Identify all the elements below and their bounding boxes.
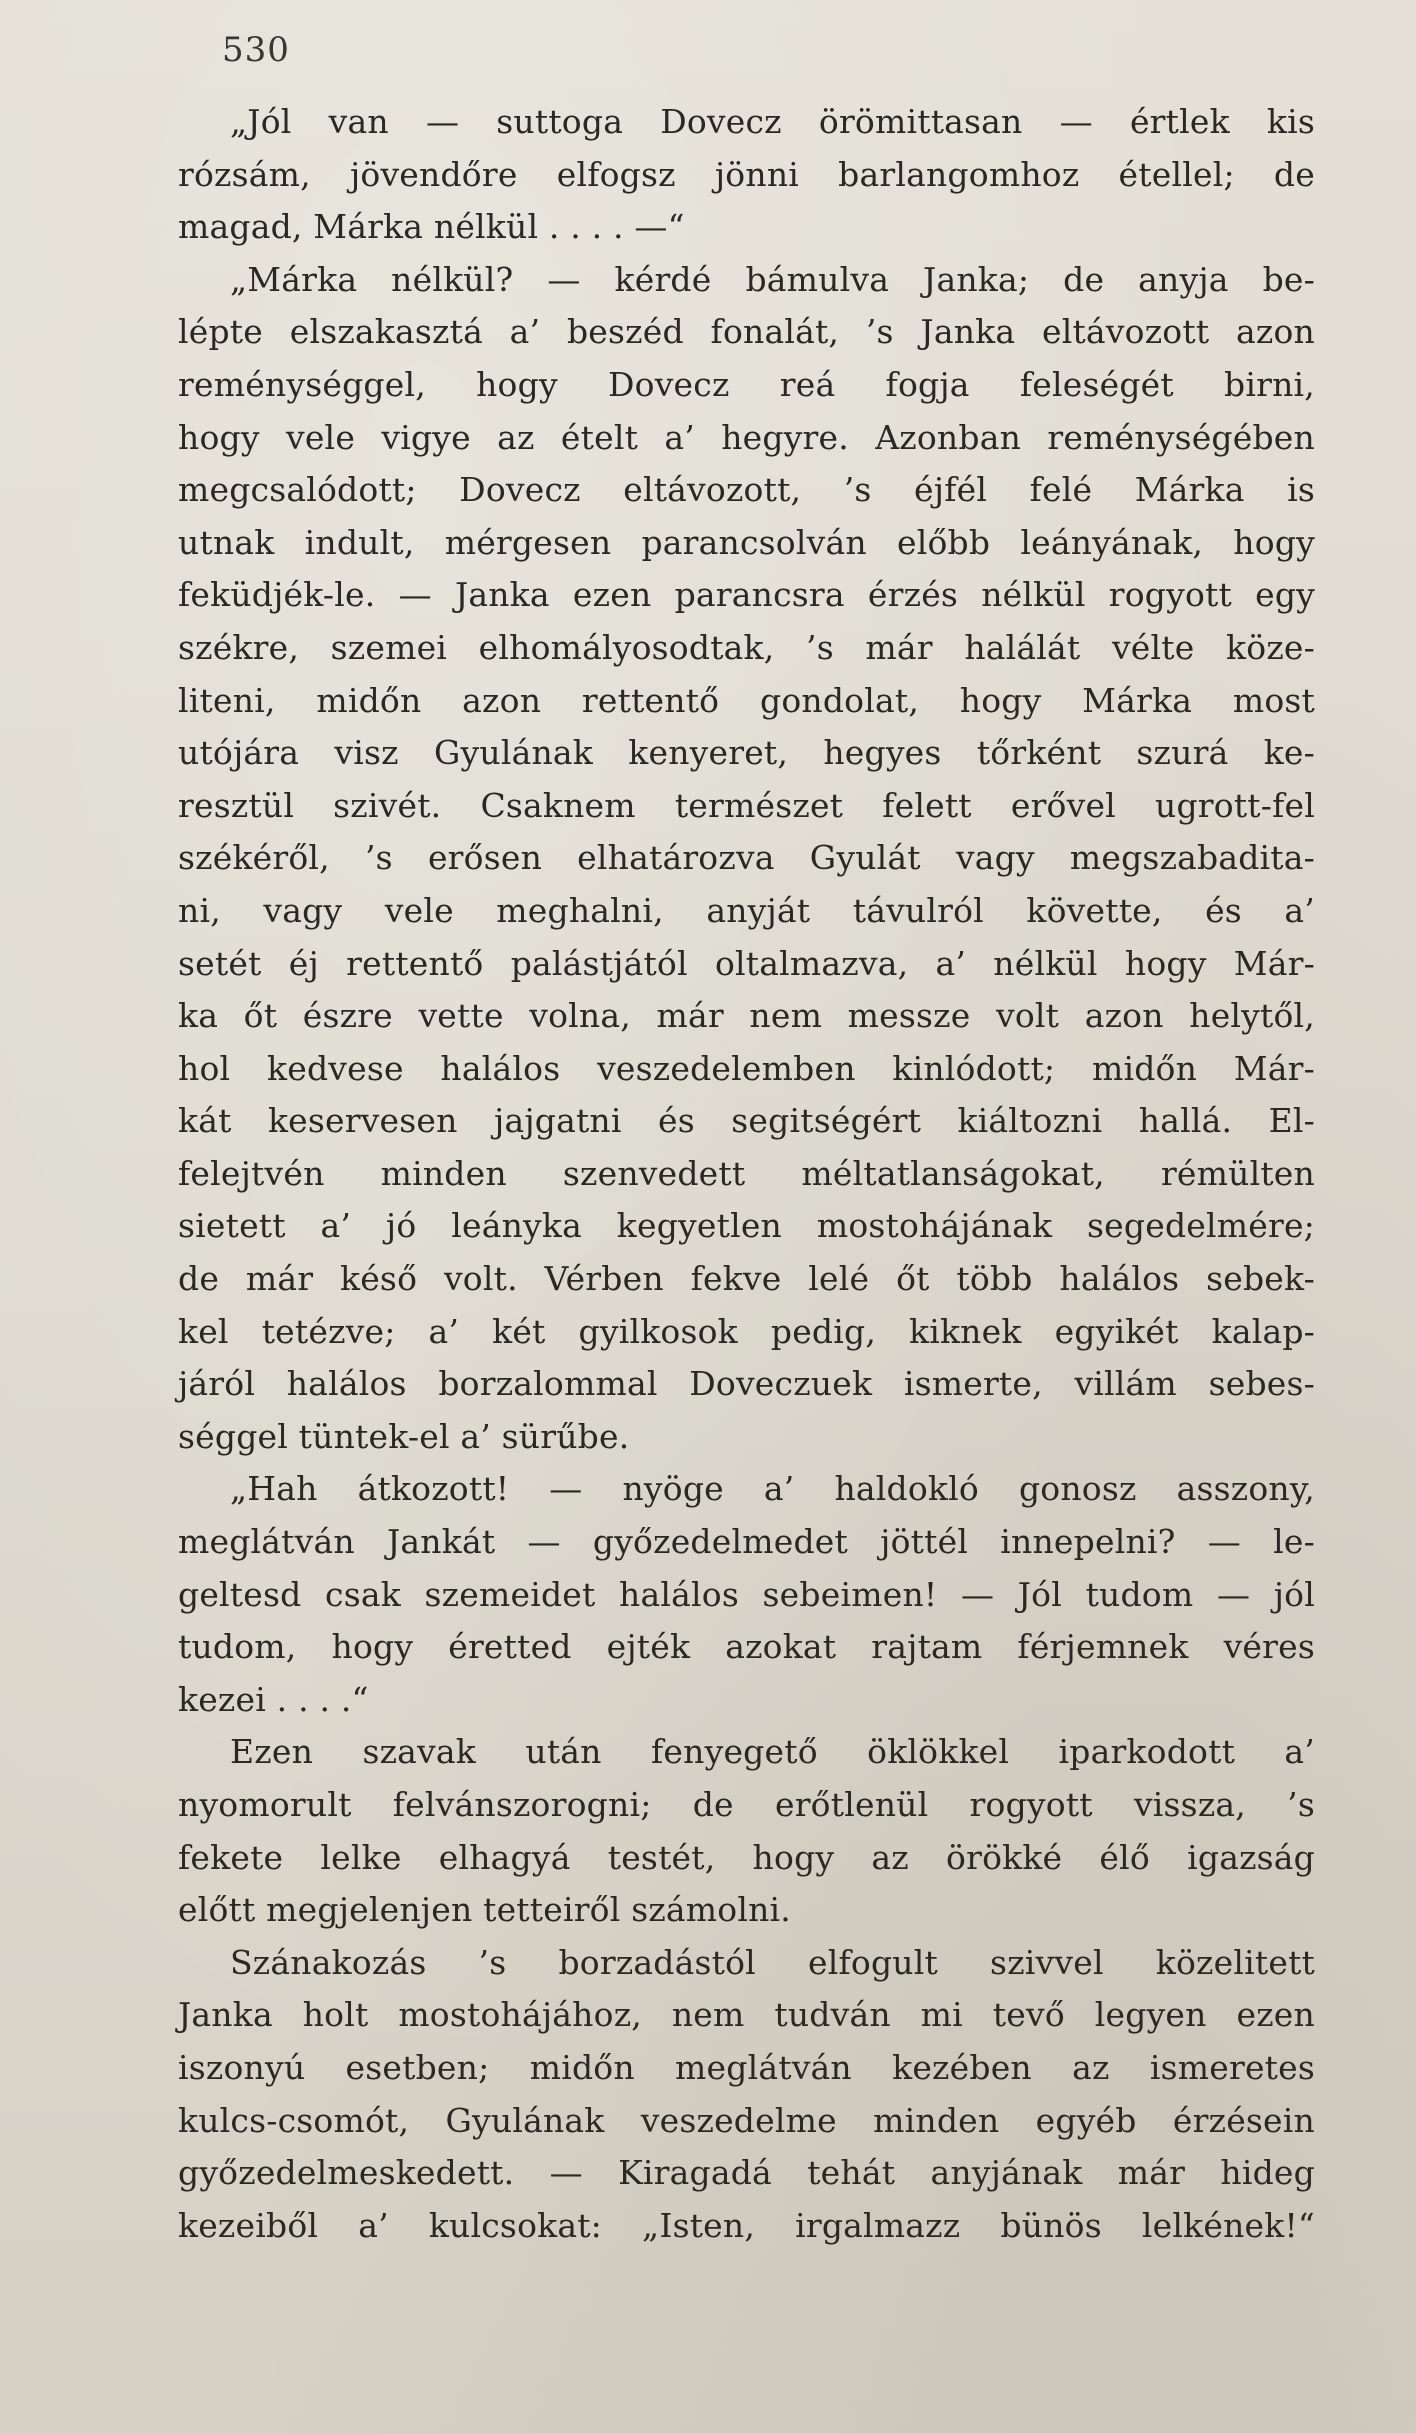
text-line: „Jól van — suttoga Dovecz örömittasan — értlek kis [230,102,1315,141]
text-line: lépte elszakasztá a’ beszéd fonalát, ’s Janka eltávozott azon [178,312,1315,352]
text-line: kát keservesen jajgatni és segitségért kiáltozni hallá. El- [178,1101,1315,1141]
text-line: tudom, hogy éretted ejték azokat rajtam férjemnek véres [178,1627,1315,1667]
text-line: sietett a’ jó leányka kegyetlen mostohájának segedelmére; [178,1206,1315,1246]
text-line: magad, Márka nélkül . . . . —“ [178,207,685,247]
text-line: Szánakozás ’s borzadástól elfogult szivvel közelitett [230,1942,1315,1982]
text-line: liteni, midőn azon rettentő gondolat, hogy Márka most [178,680,1315,720]
text-line: utójára visz Gyulának kenyeret, hegyes tőrként szurá ke- [178,733,1315,773]
page-number: 530 [222,30,290,70]
text-line: kezeiből a’ kulcsokat: „Isten, irgalmazz bünös lelkének!“ [178,2205,1315,2245]
text-line: kulcs-csomót, Gyulának veszedelme minden egyéb érzésein [178,2100,1315,2140]
text-line: Ezen szavak után fenyegető öklökkel iparkodott a’ [230,1732,1315,1772]
text-line: hol kedvese halálos veszedelemben kinlódott; midőn Már- [178,1048,1315,1088]
text-line: utnak indult, mérgesen parancsolván előbb leányának, hogy [178,522,1315,562]
text-line: geltesd csak szemeidet halálos sebeimen! — Jól tudom — jól [178,1574,1315,1614]
text-line: setét éj rettentő palástjától oltalmazva, a’ nélkül hogy Már- [178,943,1315,983]
text-line: székre, szemei elhomályosodtak, ’s már halálát vélte köze- [178,627,1315,667]
text-line: fekete lelke elhagyá testét, hogy az örökké élő igazság [178,1837,1315,1877]
text-line: séggel tüntek-el a’ sürűbe. [178,1416,630,1456]
text-line: rózsám, jövendőre elfogsz jönni barlangomhoz étellel; de [178,154,1315,194]
text-line: „Hah átkozott! — nyöge a’ haldokló gonosz asszony, [230,1469,1315,1509]
text-line: ka őt észre vette volna, már nem messze volt azon helytől, [178,996,1315,1036]
body-text [178,96,1315,2252]
text-line: székéről, ’s erősen elhatározva Gyulát vagy megszabadita- [178,838,1315,878]
text-line: resztül szivét. Csaknem természet felett erővel ugrott-fel [178,785,1315,825]
text-line: iszonyú esetben; midőn meglátván kezében az ismeretes [178,2047,1315,2087]
text-line: ni, vagy vele meghalni, anyját távulról követte, és a’ [178,890,1315,930]
text-line: de már késő volt. Vérben fekve lelé őt több halálos sebek- [178,1259,1315,1299]
text-line: kel tetézve; a’ két gyilkosok pedig, kiknek egyikét kalap- [178,1311,1315,1351]
text-line: hogy vele vigye az ételt a’ hegyre. Azonban reménységében [178,417,1315,457]
text-line: feküdjék-le. — Janka ezen parancsra érzés nélkül rogyott egy [178,575,1315,615]
text-line: kezei . . . .“ [178,1679,369,1719]
text-line: megcsalódott; Dovecz eltávozott, ’s éjfél felé Márka is [178,470,1315,510]
text-line: nyomorult felvánszorogni; de erőtlenül rogyott vissza, ’s [178,1785,1315,1824]
text-line: reménységgel, hogy Dovecz reá fogja feleségét birni, [178,364,1315,404]
text-line: járól halálos borzalommal Doveczuek ismerte, villám sebes- [178,1364,1315,1404]
text-line: előtt megjelenjen tetteiről számolni. [178,1890,792,1930]
text-line: meglátván Jankát — győzedelmedet jöttél innepelni? — le- [178,1522,1315,1562]
text-line: győzedelmeskedett. — Kiragadá tehát anyjának már hideg [178,2153,1315,2193]
text-line: Janka holt mostohájához, nem tudván mi tevő legyen ezen [178,1995,1315,2035]
text-line: felejtvén minden szenvedett méltatlanságokat, rémülten [178,1153,1315,1193]
text-line: „Márka nélkül? — kérdé bámulva Janka; de anyja be- [230,259,1315,299]
